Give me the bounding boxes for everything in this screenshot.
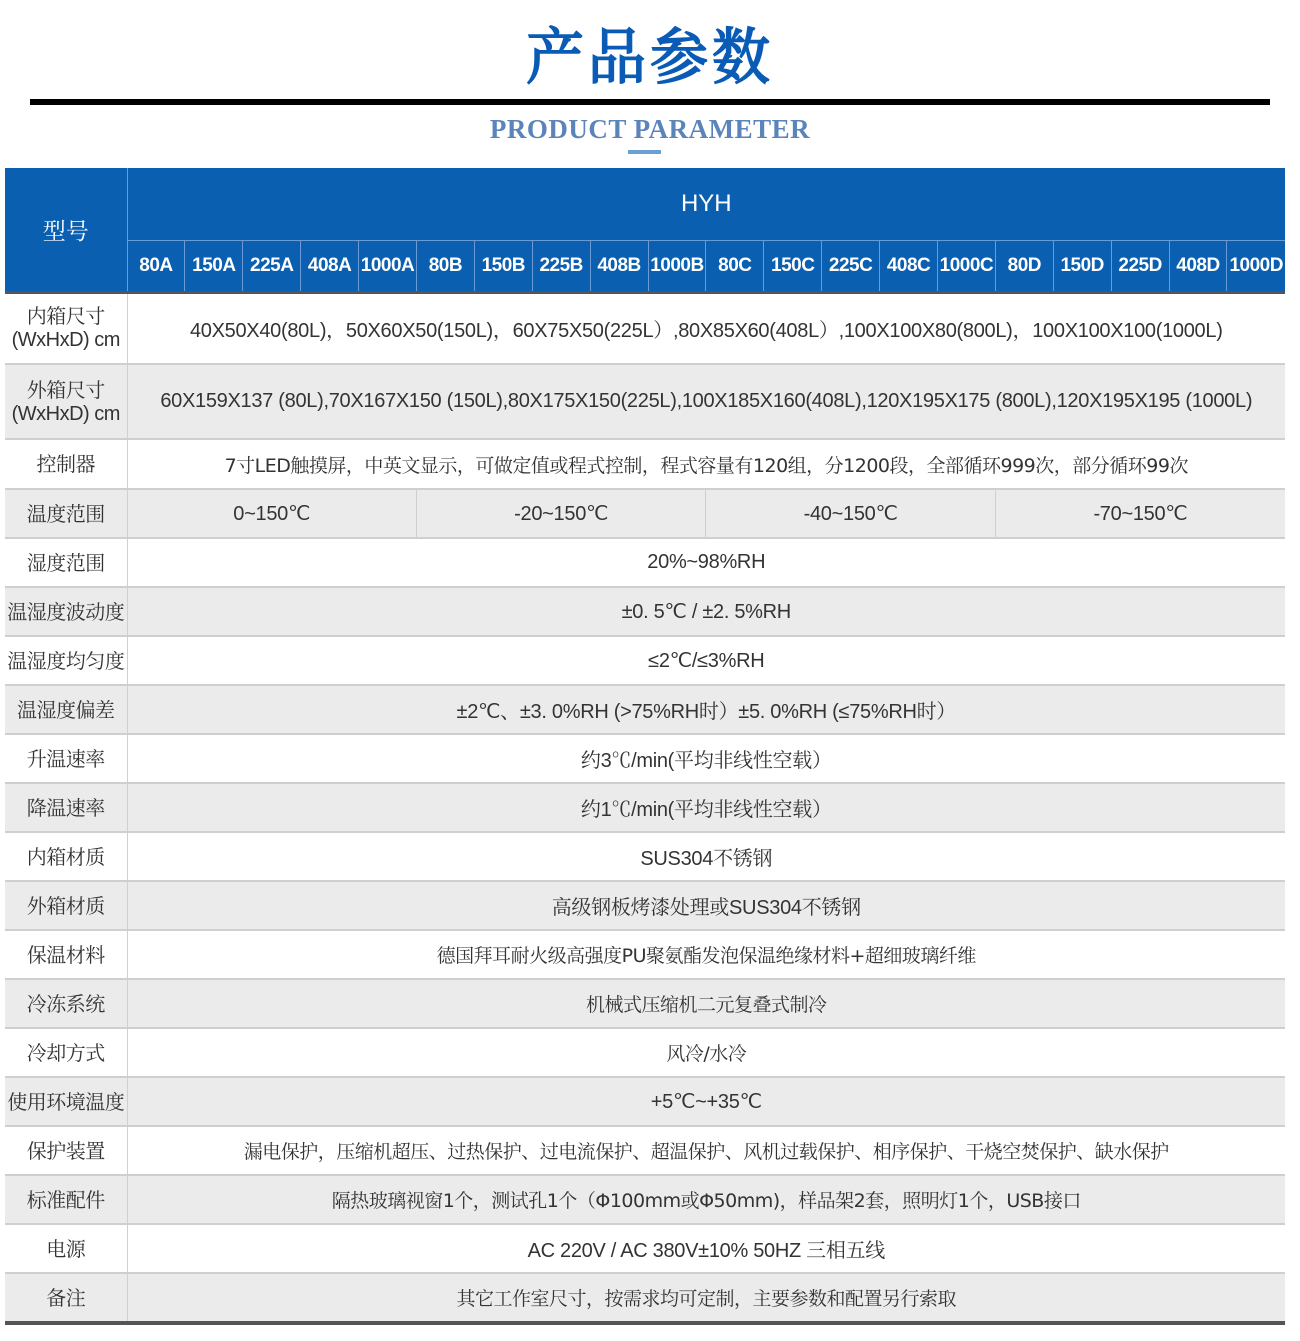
- row-label: 温湿度偏差: [5, 685, 127, 734]
- table-row-ambient-temperature: [5, 1077, 1285, 1126]
- row-label-line2: (WxHxD) cm: [11, 329, 120, 352]
- page-title: 产品参数: [525, 21, 774, 93]
- model-header-cell: 225B: [532, 240, 590, 292]
- row-value: 隔热玻璃视窗1个，测试孔1个（Φ100mm或Φ50mm)，样品架2套，照明灯1个，USB接口: [127, 1175, 1285, 1224]
- model-header-cell: 150D: [1053, 240, 1111, 292]
- table-row-cooling-rate: [5, 783, 1285, 832]
- row-value: +5℃~+35℃: [127, 1077, 1285, 1126]
- table-row-remarks: [5, 1273, 1285, 1323]
- row-label: 使用环境温度: [5, 1077, 127, 1126]
- title-divider: [30, 99, 1270, 105]
- table-row-fluctuation: [5, 587, 1285, 636]
- model-header-cell: 150B: [474, 240, 532, 292]
- model-header-cell: 1000D: [1227, 240, 1285, 292]
- row-value: 其它工作室尺寸，按需求均可定制，主要参数和配置另行索取: [127, 1273, 1285, 1323]
- model-header-cell: 80C: [706, 240, 764, 292]
- row-value: AC 220V / AC 380V±10% 50HZ 三相五线: [127, 1224, 1285, 1273]
- row-label-line2: (WxHxD) cm: [11, 402, 120, 425]
- table-row-outer-material: [5, 881, 1285, 930]
- table-row-heating-rate: [5, 734, 1285, 783]
- temp-range-b: -20~150℃: [416, 489, 705, 538]
- series-header: HYH: [127, 168, 1285, 240]
- temp-range-c: -40~150℃: [706, 489, 995, 538]
- model-header-cell: 408A: [301, 240, 359, 292]
- row-value: 60X159X137 (80L),70X167X150 (150L),80X175X150(225L),100X185X160(408L),120X195X175 (800L),120X195X195 (1000L): [127, 364, 1285, 439]
- temp-range-a: 0~150℃: [127, 489, 416, 538]
- row-label: 外箱材质: [5, 881, 127, 930]
- row-value: 机械式压缩机二元复叠式制冷: [127, 979, 1285, 1028]
- model-header-cell: 408B: [590, 240, 648, 292]
- row-label: 升温速率: [5, 734, 127, 783]
- row-value: 德国拜耳耐火级高强度PU聚氨酯发泡保温绝缘材料+超细玻璃纤维: [127, 930, 1285, 979]
- product-parameter-table: [5, 168, 1285, 1325]
- row-value: 40X50X40(80L)，50X60X50(150L)，60X75X50(225L）,80X85X60(408L）,100X100X80(800L)，100X100X100(1000L): [127, 292, 1285, 364]
- header-models-row: [5, 240, 1285, 292]
- row-label: 温度范围: [5, 489, 127, 538]
- table-row-accessories: [5, 1175, 1285, 1224]
- row-label: [5, 364, 127, 439]
- table-row-deviation: [5, 685, 1285, 734]
- row-value: SUS304不锈钢: [127, 832, 1285, 881]
- model-header-cell: 225A: [243, 240, 301, 292]
- table-row-controller: [5, 439, 1285, 489]
- table-row-temperature-range: [5, 489, 1285, 538]
- row-value: 漏电保护，压缩机超压、过热保护、过电流保护、超温保护、风机过载保护、相序保护、干烧空焚保护、缺水保护: [127, 1126, 1285, 1175]
- row-label: 标准配件: [5, 1175, 127, 1224]
- page-subtitle: PRODUCT PARAMETER: [489, 114, 811, 144]
- table-row-refrigeration: [5, 979, 1285, 1028]
- table-row-uniformity: [5, 636, 1285, 685]
- row-label: 湿度范围: [5, 538, 127, 587]
- table-row-outer-size: [5, 364, 1285, 439]
- row-value: 风冷/水冷: [127, 1028, 1285, 1077]
- row-label: 保温材料: [5, 930, 127, 979]
- row-value: 约3℃/min(平均非线性空载）: [127, 734, 1285, 783]
- row-value: 20%~98%RH: [127, 538, 1285, 587]
- model-header-cell: 1000B: [648, 240, 706, 292]
- model-header-cell: 150A: [185, 240, 243, 292]
- row-value: 约1℃/min(平均非线性空载）: [127, 783, 1285, 832]
- row-value: ±0. 5℃ / ±2. 5%RH: [127, 587, 1285, 636]
- table-row-inner-size: [5, 292, 1285, 364]
- temp-range-d: -70~150℃: [995, 489, 1285, 538]
- row-value: ±2℃、±3. 0%RH (>75%RH时）±5. 0%RH (≤75%RH时）: [127, 685, 1285, 734]
- model-header-cell: 408C: [880, 240, 938, 292]
- row-value: ≤2℃/≤3%RH: [127, 636, 1285, 685]
- row-label-line1: 内箱尺寸: [26, 304, 105, 329]
- row-label-line1: 外箱尺寸: [26, 377, 105, 402]
- model-header-cell: 1000A: [359, 240, 417, 292]
- row-value: 高级钢板烤漆处理或SUS304不锈钢: [127, 881, 1285, 930]
- row-label: 温湿度波动度: [5, 587, 127, 636]
- model-header-cell: 80B: [416, 240, 474, 292]
- model-header-cell: 225C: [822, 240, 880, 292]
- table-row-cooling-method: [5, 1028, 1285, 1077]
- table-row-protection: [5, 1126, 1285, 1175]
- row-label: 内箱材质: [5, 832, 127, 881]
- row-label: 备注: [5, 1273, 127, 1323]
- row-label: 温湿度均匀度: [5, 636, 127, 685]
- header-series-row: [5, 168, 1285, 240]
- model-header-cell: 80D: [995, 240, 1053, 292]
- table-row-insulation: [5, 930, 1285, 979]
- model-header-cell: 408D: [1169, 240, 1227, 292]
- table-row-humidity-range: [5, 538, 1285, 587]
- row-label: 降温速率: [5, 783, 127, 832]
- table-row-power: [5, 1224, 1285, 1273]
- table-row-inner-material: [5, 832, 1285, 881]
- row-value: 7寸LED触摸屏，中英文显示，可做定值或程式控制，程式容量有120组，分1200段，全部循环999次，部分循环99次: [127, 439, 1285, 489]
- row-label: 控制器: [5, 439, 127, 489]
- row-label: 冷却方式: [5, 1028, 127, 1077]
- row-label: 保护装置: [5, 1126, 127, 1175]
- model-header-cell: 80A: [127, 240, 185, 292]
- model-header-cell: 1000C: [937, 240, 995, 292]
- subtitle-accent-dash: [628, 150, 661, 154]
- row-label: [5, 292, 127, 364]
- model-label-header: 型号: [5, 168, 127, 292]
- model-header-cell: 150C: [764, 240, 822, 292]
- row-label: 冷冻系统: [5, 979, 127, 1028]
- model-header-cell: 225D: [1111, 240, 1169, 292]
- row-label: 电源: [5, 1224, 127, 1273]
